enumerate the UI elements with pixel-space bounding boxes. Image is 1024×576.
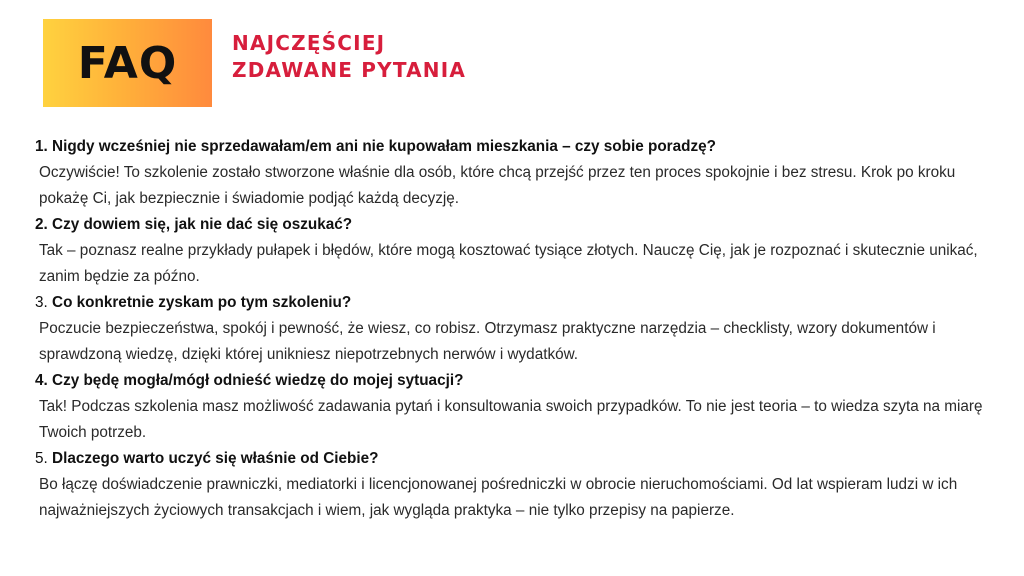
faq-number-2: 2. <box>35 216 48 233</box>
faq-answer-2: Tak – poznasz realne przykłady pułapek i błędów, które mogą kosztować tysiące złotych. Nauczę Cię, jak je rozpoznać i skutecznie unikać, zanim będzie za późno. <box>39 242 978 285</box>
faq-question-text-3: Co konkretnie zyskam po tym szkoleniu? <box>52 294 352 311</box>
faq-badge-label: FAQ <box>77 37 178 89</box>
faq-question-text-1: Nigdy wcześniej nie sprzedawałam/em ani nie kupowałam mieszkania – czy sobie poradzę? <box>52 138 716 155</box>
faq-question-3 <box>35 290 995 316</box>
faq-answer-4: Tak! Podczas szkolenia masz możliwość zadawania pytań i konsultowania swoich przypadków. To nie jest teoria – to wiedza szyta na miarę Twoich potrzeb. <box>39 398 983 441</box>
faq-badge <box>43 19 212 107</box>
faq-question-4 <box>35 368 995 394</box>
faq-number-4: 4. <box>35 372 48 389</box>
faq-number-5: 5. <box>35 450 48 467</box>
faq-question-text-5: Dlaczego warto uczyć się właśnie od Ciebie? <box>52 450 379 467</box>
faq-answer-3: Poczucie bezpieczeństwa, spokój i pewność, że wiesz, co robisz. Otrzymasz praktyczne narzędzia – checklisty, wzory dokumentów i sprawdzoną wiedzę, dzięki której unikniesz niepotrzebnych nerwów i wydatków. <box>39 320 936 363</box>
faq-question-text-4: Czy będę mogła/mógł odnieść wiedzę do mojej sytuacji? <box>52 372 464 389</box>
faq-item-3 <box>35 290 995 368</box>
faq-item-5 <box>35 446 995 524</box>
faq-question-text-2: Czy dowiem się, jak nie dać się oszukać? <box>52 216 353 233</box>
faq-item-4 <box>35 368 995 446</box>
page-title-line-2: ZDAWANE PYTANIA <box>232 58 467 82</box>
page-title <box>232 30 466 84</box>
faq-question-5 <box>35 446 995 472</box>
page-title-line-1: NAJCZĘŚCIEJ <box>232 31 386 55</box>
faq-item-2 <box>35 212 995 290</box>
faq-number-3: 3. <box>35 294 48 311</box>
faq-question-1 <box>35 134 995 160</box>
faq-question-2 <box>35 212 995 238</box>
faq-answer-5: Bo łączę doświadczenie prawniczki, mediatorki i licencjonowanej pośredniczki w obrocie nieruchomościami. Od lat wspieram ludzi w ich najważniejszych życiowych transakcjach i wiem, jak wygląda praktyka – nie tylko przepisy na papierze. <box>39 476 958 519</box>
faq-list <box>35 134 995 524</box>
faq-number-1: 1. <box>35 138 48 155</box>
faq-answer-1: Oczywiście! To szkolenie zostało stworzone właśnie dla osób, które chcą przejść przez ten proces spokojnie i bez stresu. Krok po kroku pokażę Ci, jak bezpiecznie i świadomie podjąć każdą decyzję. <box>39 164 956 207</box>
faq-item-1 <box>35 134 995 212</box>
